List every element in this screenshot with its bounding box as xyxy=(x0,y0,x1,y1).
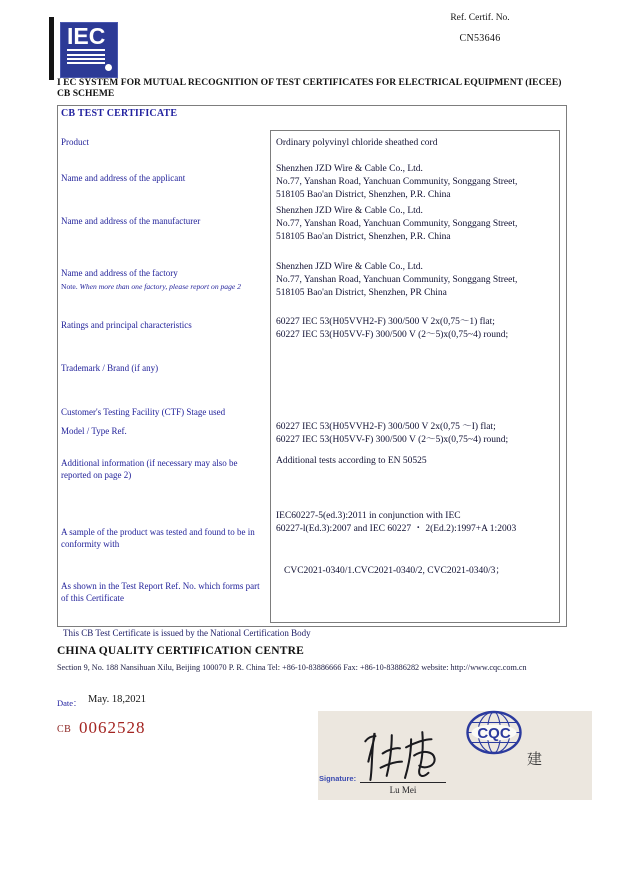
cqc-logo-text: CQC xyxy=(477,725,511,742)
cb-number-prefix: CB xyxy=(57,724,72,735)
label-factory: Name and address of the factory xyxy=(61,268,178,278)
label-model: Model / Type Ref. xyxy=(61,426,127,436)
value-model: 60227 IEC 53(H05VVH2-F) 300/500 V 2x(0,75 〜I) flat; 60227 IEC 53(H05VV-F) 300/500 V (2〜5)x(0,75~4) round; xyxy=(276,422,509,445)
value-additional-info: Additional tests according to EN 50525 xyxy=(276,456,427,466)
iec-logo-dot xyxy=(105,64,112,71)
date-label: Date： xyxy=(57,698,82,708)
iec-logo xyxy=(60,22,118,78)
label-trademark: Trademark / Brand (if any) xyxy=(61,363,159,373)
factory-note-text: When more than one factory, please report on page 2 xyxy=(79,282,241,291)
label-conformity: A sample of the product was tested and found to be in conformity with xyxy=(61,527,255,549)
ref-certif-label: Ref. Certif. No. xyxy=(450,13,510,23)
value-product: Ordinary polyvinyl chloride sheathed cord xyxy=(276,138,438,148)
label-additional-info: Additional information (if necessary may also be reported on page 2) xyxy=(61,458,238,480)
signature-line xyxy=(360,782,446,783)
handwritten-signature xyxy=(358,727,450,783)
iec-logo-text: IEC xyxy=(67,23,106,49)
label-test-report: As shown in the Test Report Ref. No. which forms part of this Certificate xyxy=(61,581,260,603)
signature-label: Signature: xyxy=(319,774,357,783)
cb-number: 0062528 xyxy=(79,718,146,737)
stamp-character: 建 xyxy=(527,752,543,768)
org-address: Section 9, No. 188 Nansihuan Xilu, Beijing 100070 P. R. China Tel: +86-10-83886666 Fax: +86-10-83886282 website: http://www.cqc.com.cn xyxy=(57,663,527,672)
label-ctf: Customer's Testing Facility (CTF) Stage used xyxy=(61,407,226,417)
value-ratings: 60227 IEC 53(H05VVH2-F) 300/500 V 2x(0,75〜1) flat; 60227 IEC 53(H05VV-F) 300/500 V (2〜5)x(0,75~4) round; xyxy=(276,317,509,340)
label-applicant: Name and address of the applicant xyxy=(61,173,186,183)
org-name: CHINA QUALITY CERTIFICATION CENTRE xyxy=(57,645,304,657)
label-ratings: Ratings and principal characteristics xyxy=(61,320,192,330)
label-factory-note xyxy=(61,282,269,291)
value-manufacturer: Shenzhen JZD Wire & Cable Co., Ltd. No.77, Yanshan Road, Yanchuan Community, Songgang Street, 518105 Bao'an District, Shenzhen, P.R. China xyxy=(276,206,518,242)
value-conformity: IEC60227-5(ed.3):2011 in conjunction with IEC 60227-l(Ed.3):2007 and IEC 60227 ・ 2(Ed.2):1997+A 1:2003 xyxy=(276,511,517,534)
date-value: May. 18,2021 xyxy=(88,694,146,705)
factory-note-prefix: Note. xyxy=(61,282,80,291)
signatory-name: Lu Mei xyxy=(389,785,417,795)
issued-note: This CB Test Certificate is issued by the National Certification Body xyxy=(63,628,311,638)
label-product: Product xyxy=(61,137,89,147)
certificate-values-box xyxy=(270,130,560,623)
cqc-logo xyxy=(465,710,523,755)
label-manufacturer: Name and address of the manufacturer xyxy=(61,216,201,226)
scheme-title: I EC SYSTEM FOR MUTUAL RECOGNITION OF TEST CERTIFICATES FOR ELECTRICAL EQUIPMENT (IECEE) CB SCHEME xyxy=(57,77,562,99)
iec-logo-lines xyxy=(67,54,105,64)
value-applicant: Shenzhen JZD Wire & Cable Co., Ltd. No.77, Yanshan Road, Yanchuan Community, Songgang Street, 518105 Bao'an District, Shenzhen, P.R. China xyxy=(276,164,518,200)
certificate-title: CB TEST CERTIFICATE xyxy=(61,108,178,119)
iec-logo-bar xyxy=(49,17,54,80)
ref-certif-block xyxy=(400,13,560,44)
value-factory: Shenzhen JZD Wire & Cable Co., Ltd. No.77, Yanshan Road, Yanchuan Community, Songgang Street, 518105 Bao'an District, Shenzhen, PR China xyxy=(276,262,518,298)
ref-certif-number: CN53646 xyxy=(459,33,501,44)
value-test-report: CVC2021-0340/1.CVC2021-0340/2, CVC2021-0340/3； xyxy=(284,566,505,576)
